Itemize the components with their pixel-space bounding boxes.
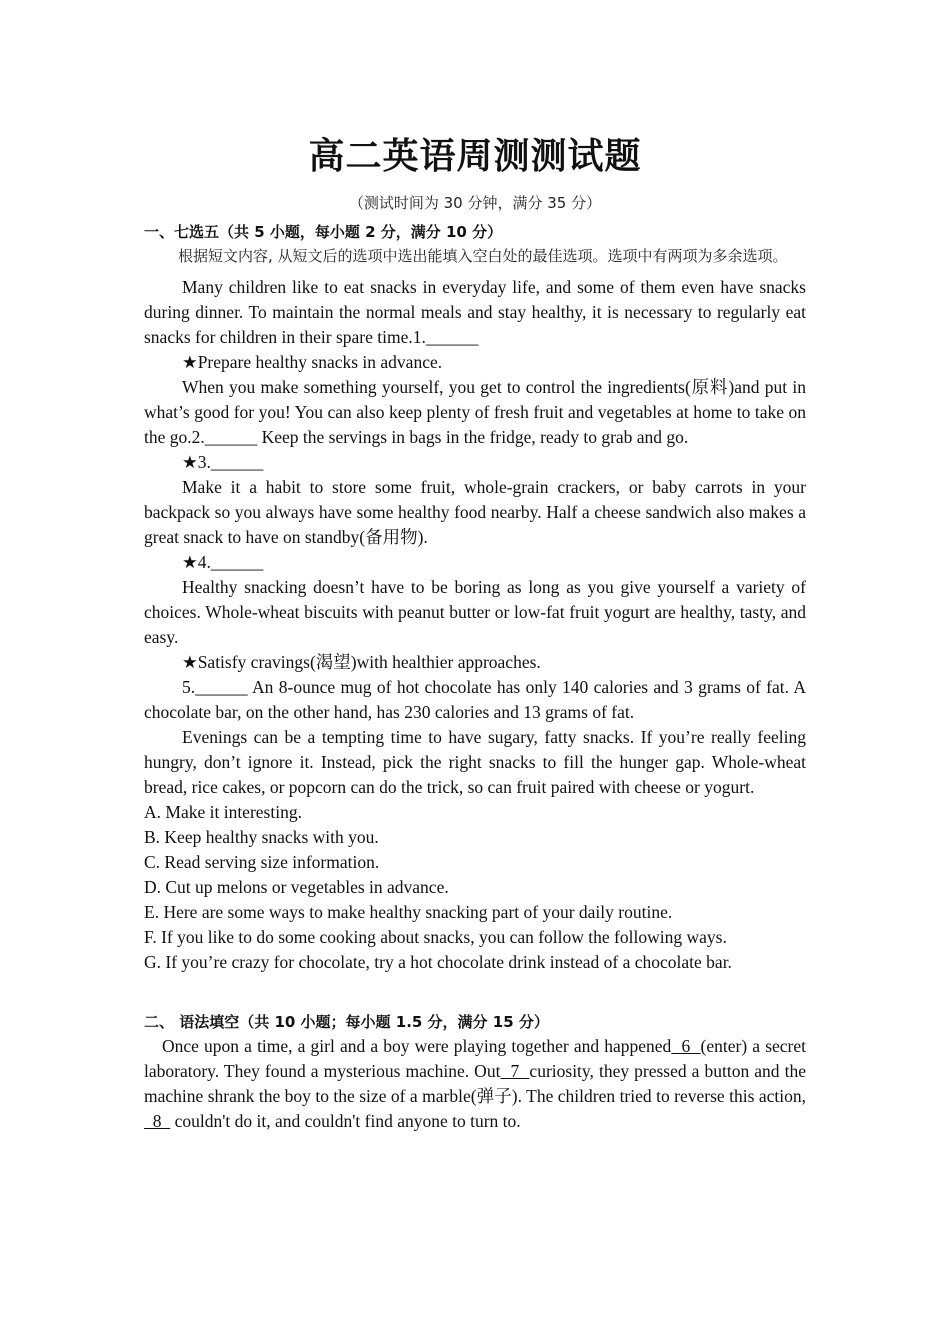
passage-text: (enter) a secret laboratory. They found a mysterious machine. Out bbox=[144, 1036, 806, 1081]
blank-8: 8 bbox=[144, 1111, 171, 1131]
passage-paragraph: Many children like to eat snacks in everyday life, and some of them even have snacks during dinner. To maintain the normal meals and stay healthy, it is necessary to regularly eat snacks for children in their spare time.1.______ bbox=[144, 277, 806, 347]
passage-paragraph: Make it a habit to store some fruit, whole-grain crackers, or baby carrots in your backpack so you always have some healthy food nearby. Half a cheese sandwich also makes a great snack to have on standby(备用物). bbox=[144, 477, 806, 547]
section1-heading: 一、七选五（共 5 小题，每小题 2 分，满分 10 分） bbox=[144, 223, 503, 241]
test-info: （测试时间为 30 分钟，满分 35 分） bbox=[348, 194, 602, 212]
option-c: C. Read serving size information. bbox=[144, 852, 380, 872]
passage-paragraph: Healthy snacking doesn’t have to be boring as long as you give yourself a variety of choices. Whole-wheat biscuits with peanut butter or low-fat fruit yogurt are healthy, tasty, and easy. bbox=[144, 577, 806, 647]
passage-text: Once upon a time, a girl and a boy were playing together and happened bbox=[162, 1036, 672, 1056]
passage-heading: ★3.______ bbox=[182, 452, 264, 472]
page-title: 高二英语周测测试题 bbox=[308, 135, 642, 177]
passage-text: couldn't do it, and couldn't find anyone to turn to. bbox=[170, 1111, 521, 1131]
section1-instruction: 根据短文内容, 从短文后的选项中选出能填入空白处的最佳选项。选项中有两项为多余选项。 bbox=[178, 247, 788, 265]
option-g: G. If you’re crazy for chocolate, try a hot chocolate drink instead of a chocolate bar. bbox=[144, 952, 732, 972]
option-d: D. Cut up melons or vegetables in advance. bbox=[144, 877, 449, 897]
section-spacer bbox=[144, 975, 806, 1010]
passage-heading: ★Satisfy cravings(渴望)with healthier approaches. bbox=[182, 652, 541, 672]
blank-6: 6 bbox=[671, 1036, 701, 1056]
passage-paragraph: Evenings can be a tempting time to have sugary, fatty snacks. If you’re really feeling hungry, don’t ignore it. Instead, pick the right snacks to fill the hunger gap. Whole-wheat bread, rice cakes, or popcorn can do the trick, so can fruit paired with cheese or yogurt. bbox=[144, 727, 806, 797]
section2-heading: 二、 语法填空（共 10 小题；每小题 1.5 分，满分 15 分） bbox=[144, 1013, 549, 1031]
passage-heading: ★Prepare healthy snacks in advance. bbox=[182, 352, 443, 372]
passage-heading: ★4.______ bbox=[182, 552, 264, 572]
option-a: A. Make it interesting. bbox=[144, 802, 302, 822]
option-e: E. Here are some ways to make healthy snacking part of your daily routine. bbox=[144, 902, 673, 922]
option-f: F. If you like to do some cooking about snacks, you can follow the following ways. bbox=[144, 927, 727, 947]
passage-paragraph: When you make something yourself, you get to control the ingredients(原料)and put in what’s good for you! You can also keep plenty of fresh fruit and vegetables at home to take on the go.2.______ Keep the servings in bags in the fridge, ready to grab and go. bbox=[144, 377, 806, 447]
section2-paragraph bbox=[144, 1034, 806, 1134]
option-b: B. Keep healthy snacks with you. bbox=[144, 827, 379, 847]
passage-text: curiosity, they pressed a button and the machine shrank the boy to the size of a marble(弹子). The children tried to reverse this action, bbox=[144, 1061, 806, 1106]
blank-7: 7 bbox=[500, 1061, 530, 1081]
document-body bbox=[144, 220, 806, 1134]
passage-paragraph: 5.______ An 8-ounce mug of hot chocolate has only 140 calories and 3 grams of fat. A chocolate bar, on the other hand, has 230 calories and 13 grams of fat. bbox=[144, 677, 806, 722]
